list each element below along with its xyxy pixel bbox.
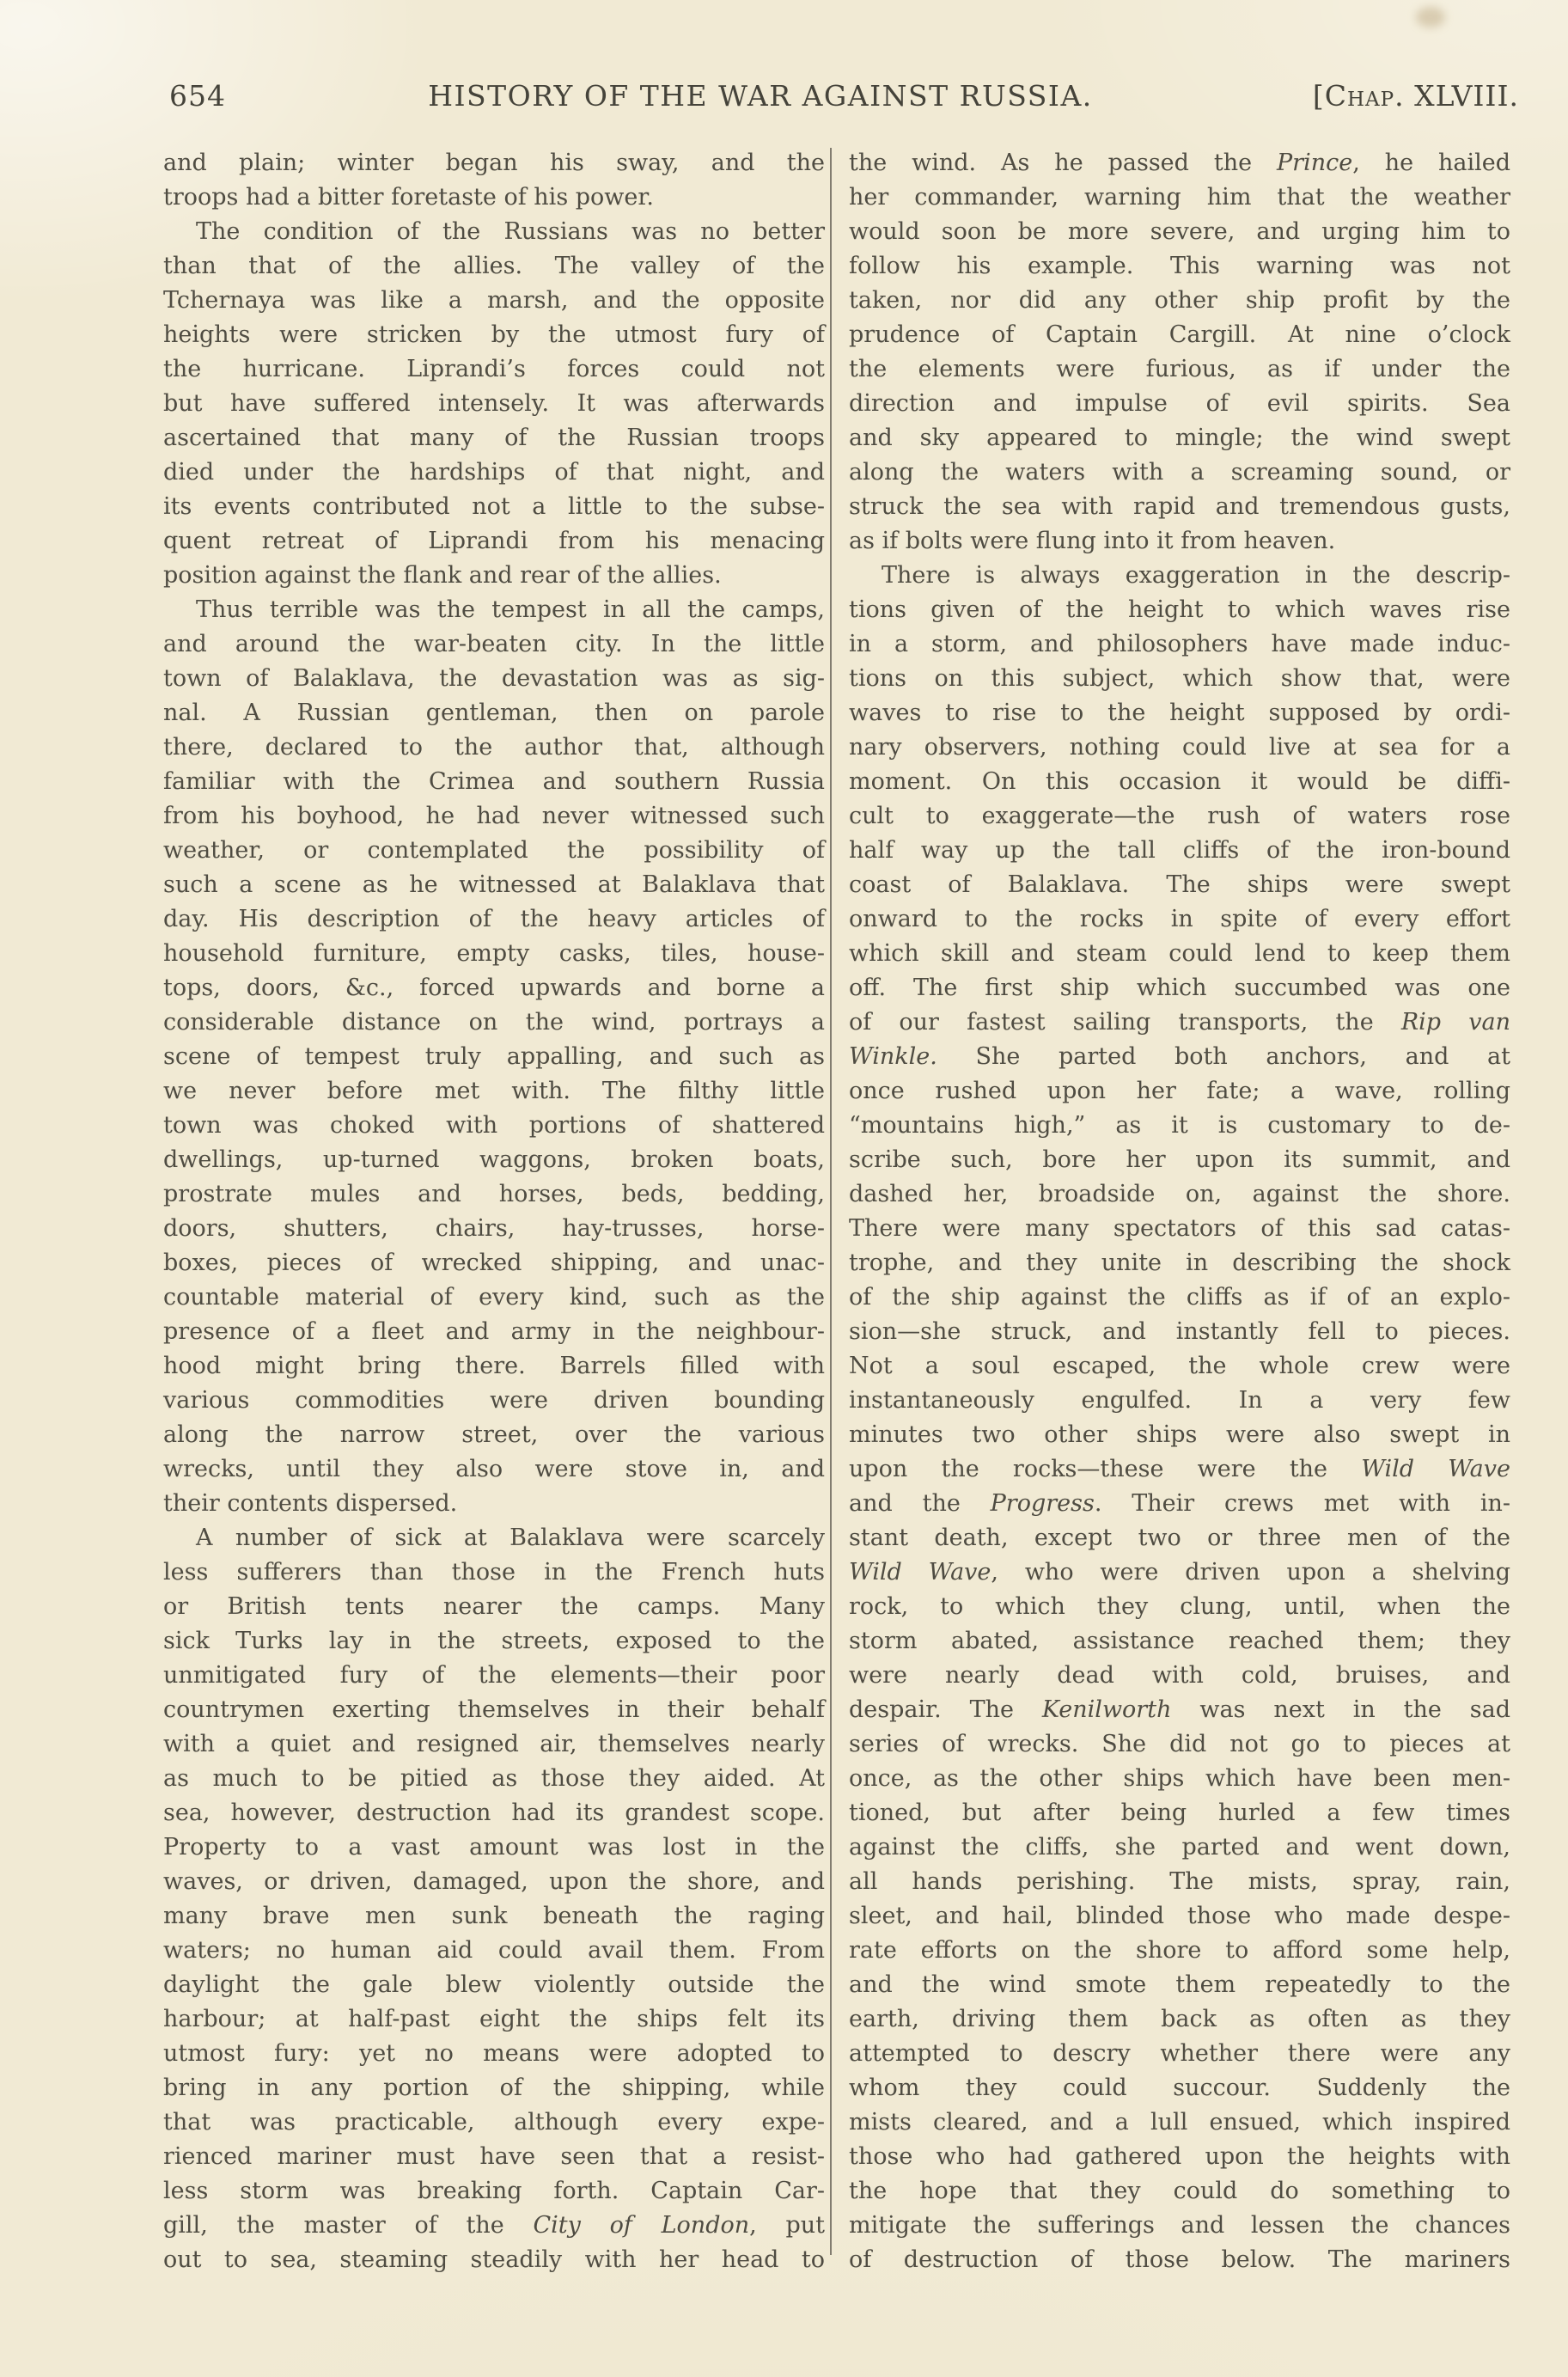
text-line: troops had a bitter foretaste of his power.: [163, 184, 654, 211]
text-line: struck the sea with rapid and tremendous gusts,: [849, 493, 1510, 520]
text-line: once rushed upon her fate; a wave, rolling: [849, 1078, 1510, 1104]
text-line: upon the rocks—these were the Wild Wave: [849, 1456, 1510, 1482]
text-line: tioned, but after being hurled a few times: [849, 1800, 1510, 1826]
text-line: town was choked with portions of shattered: [163, 1112, 825, 1139]
text-line: Property to a vast amount was lost in the: [163, 1834, 825, 1861]
text-line: taken, nor did any other ship profit by the: [849, 287, 1510, 314]
text-line: earth, driving them back as often as they: [849, 2006, 1510, 2032]
text-line: whom they could succour. Suddenly the: [849, 2075, 1510, 2101]
right-text-column: [849, 146, 1510, 2277]
text-line: presence of a fleet and army in the neighbour-: [163, 1318, 825, 1345]
text-line: household furniture, empty casks, tiles, house-: [163, 940, 825, 967]
chapter-heading: [Chap. XLVIII.: [1312, 79, 1519, 113]
text-line: town of Balaklava, the devastation was as sig-: [163, 665, 825, 692]
text-line: waves, or driven, damaged, upon the shore, and: [163, 1868, 825, 1895]
text-line: out to sea, steaming steadily with her head to: [163, 2246, 825, 2273]
text-line: sleet, and hail, blinded those who made despe-: [849, 1903, 1510, 1929]
text-line: The condition of the Russians was no better: [196, 218, 825, 245]
text-line: half way up the tall cliffs of the iron-bound: [849, 837, 1510, 864]
text-line: follow his example. This warning was not: [849, 253, 1510, 279]
text-line: Wild Wave, who were driven upon a shelving: [849, 1559, 1510, 1586]
text-line: dashed her, broadside on, against the shore.: [849, 1181, 1510, 1207]
text-line: nal. A Russian gentleman, then on parole: [163, 700, 825, 726]
text-line: off. The first ship which succumbed was one: [849, 975, 1510, 1001]
left-text-column: [163, 146, 825, 2277]
text-line: waters; no human aid could avail them. From: [163, 1937, 825, 1964]
text-line: countrymen exerting themselves in their behalf: [163, 1696, 825, 1723]
text-line: Not a soul escaped, the whole crew were: [849, 1353, 1510, 1379]
text-line: rate efforts on the shore to afford some help,: [849, 1937, 1510, 1964]
text-line: Thus terrible was the tempest in all the camps,: [196, 596, 825, 623]
text-line: its events contributed not a little to the subse-: [163, 493, 825, 520]
text-line: countable material of every kind, such as the: [163, 1284, 825, 1311]
text-line: Tchernaya was like a marsh, and the opposite: [163, 287, 825, 314]
text-line: gill, the master of the City of London, put: [163, 2212, 825, 2239]
text-line: were nearly dead with cold, bruises, and: [849, 1662, 1510, 1689]
text-line: rienced mariner must have seen that a resist-: [163, 2143, 825, 2170]
text-line: or British tents nearer the camps. Many: [163, 1593, 825, 1620]
text-line: mitigate the sufferings and lessen the chances: [849, 2212, 1510, 2239]
text-line: and sky appeared to mingle; the wind swept: [849, 425, 1510, 451]
text-line: coast of Balaklava. The ships were swept: [849, 871, 1510, 898]
text-line: in a storm, and philosophers have made induc-: [849, 631, 1510, 657]
text-line: her commander, warning him that the weather: [849, 184, 1510, 211]
text-line: the hurricane. Liprandi’s forces could not: [163, 356, 825, 382]
text-line: A number of sick at Balaklava were scarcely: [196, 1525, 825, 1551]
text-line: of destruction of those below. The mariners: [849, 2246, 1510, 2273]
text-line: tions on this subject, which show that, were: [849, 665, 1510, 692]
text-line: died under the hardships of that night, and: [163, 459, 825, 486]
text-line: wrecks, until they also were stove in, and: [163, 1456, 825, 1482]
text-line: onward to the rocks in spite of every effort: [849, 906, 1510, 932]
text-line: daylight the gale blew violently outside the: [163, 1971, 825, 1998]
text-line: and plain; winter began his sway, and the: [163, 150, 825, 176]
text-line: familiar with the Crimea and southern Russia: [163, 768, 825, 795]
text-line: tops, doors, &c., forced upwards and borne a: [163, 975, 825, 1001]
text-line: less storm was breaking forth. Captain Car-: [163, 2178, 825, 2204]
text-line: attempted to descry whether there were any: [849, 2040, 1510, 2067]
text-line: hood might bring there. Barrels filled with: [163, 1353, 825, 1379]
text-line: such a scene as he witnessed at Balaklava that: [163, 871, 825, 898]
text-line: stant death, except two or three men of the: [849, 1525, 1510, 1551]
text-line: scene of tempest truly appalling, and such as: [163, 1043, 825, 1070]
text-line: sion—she struck, and instantly fell to pieces.: [849, 1318, 1510, 1345]
text-line: utmost fury: yet no means were adopted to: [163, 2040, 825, 2067]
text-line: from his boyhood, he had never witnessed such: [163, 803, 825, 829]
text-line: cult to exaggerate—the rush of waters rose: [849, 803, 1510, 829]
text-line: nary observers, nothing could live at sea for a: [849, 734, 1510, 761]
text-line: There is always exaggeration in the descrip-: [882, 562, 1510, 589]
text-line: as much to be pitied as those they aided. At: [163, 1765, 825, 1792]
text-line: weather, or contemplated the possibility of: [163, 837, 825, 864]
text-line: of the ship against the cliffs as if of an explo-: [849, 1284, 1510, 1311]
column-divider-rule: [830, 148, 832, 2255]
text-line: the hope that they could do something to: [849, 2178, 1510, 2204]
text-line: series of wrecks. She did not go to pieces at: [849, 1731, 1510, 1757]
text-line: dwellings, up-turned waggons, broken boats,: [163, 1146, 825, 1173]
text-line: there, declared to the author that, although: [163, 734, 825, 761]
text-line: those who had gathered upon the heights with: [849, 2143, 1510, 2170]
text-line: boxes, pieces of wrecked shipping, and unac-: [163, 1250, 825, 1276]
text-line: waves to rise to the height supposed by ordi-: [849, 700, 1510, 726]
text-line: There were many spectators of this sad catas-: [849, 1215, 1510, 1242]
text-line: of our fastest sailing transports, the Rip van: [849, 1009, 1510, 1036]
text-line: bring in any portion of the shipping, while: [163, 2075, 825, 2101]
text-line: doors, shutters, chairs, hay-trusses, horse-: [163, 1215, 825, 1242]
text-line: we never before met with. The filthy little: [163, 1078, 825, 1104]
text-line: various commodities were driven bounding: [163, 1387, 825, 1414]
running-title: HISTORY OF THE WAR AGAINST RUSSIA.: [428, 79, 1093, 113]
text-line: storm abated, assistance reached them; they: [849, 1628, 1510, 1654]
page-number: 654: [169, 79, 226, 113]
text-line: minutes two other ships were also swept in: [849, 1421, 1510, 1448]
text-line: along the waters with a screaming sound, or: [849, 459, 1510, 486]
text-line: day. His description of the heavy articles of: [163, 906, 825, 932]
text-line: but have suffered intensely. It was afterwards: [163, 390, 825, 417]
text-line: against the cliffs, she parted and went down,: [849, 1834, 1510, 1861]
text-line: the elements were furious, as if under the: [849, 356, 1510, 382]
text-line: prostrate mules and horses, beds, bedding,: [163, 1181, 825, 1207]
text-line: sick Turks lay in the streets, exposed to the: [163, 1628, 825, 1654]
text-line: their contents dispersed.: [163, 1490, 458, 1517]
text-line: that was practicable, although every expe-: [163, 2109, 825, 2136]
text-line: considerable distance on the wind, portrays a: [163, 1009, 825, 1036]
text-line: position against the flank and rear of the allies.: [163, 562, 722, 589]
text-line: which skill and steam could lend to keep them: [849, 940, 1510, 967]
text-line: Winkle. She parted both anchors, and at: [849, 1043, 1510, 1070]
text-line: the wind. As he passed the Prince, he hailed: [849, 150, 1510, 176]
text-line: prudence of Captain Cargill. At nine o’clock: [849, 321, 1510, 348]
text-line: heights were stricken by the utmost fury of: [163, 321, 825, 348]
text-line: sea, however, destruction had its grandest scope.: [163, 1800, 825, 1826]
text-line: ascertained that many of the Russian troops: [163, 425, 825, 451]
text-line: with a quiet and resigned air, themselves nearly: [163, 1731, 825, 1757]
text-line: unmitigated fury of the elements—their poor: [163, 1662, 825, 1689]
text-line: trophe, and they unite in describing the shock: [849, 1250, 1510, 1276]
text-line: once, as the other ships which have been men-: [849, 1765, 1510, 1792]
text-line: along the narrow street, over the various: [163, 1421, 825, 1448]
text-line: direction and impulse of evil spirits. Sea: [849, 390, 1510, 417]
text-line: as if bolts were flung into it from heaven.: [849, 528, 1336, 554]
text-line: mists cleared, and a lull ensued, which inspired: [849, 2109, 1510, 2136]
text-line: many brave men sunk beneath the raging: [163, 1903, 825, 1929]
text-line: despair. The Kenilworth was next in the sad: [849, 1696, 1510, 1723]
text-line: and the Progress. Their crews met with in-: [849, 1490, 1511, 1517]
text-line: “mountains high,” as it is customary to de-: [849, 1112, 1510, 1139]
text-line: moment. On this occasion it would be diffi-: [849, 768, 1510, 795]
text-line: instantaneously engulfed. In a very few: [849, 1387, 1510, 1414]
text-line: and around the war-beaten city. In the little: [163, 631, 825, 657]
text-line: quent retreat of Liprandi from his menacing: [163, 528, 825, 554]
text-line: than that of the allies. The valley of the: [163, 253, 825, 279]
text-line: less sufferers than those in the French huts: [163, 1559, 825, 1586]
text-line: all hands perishing. The mists, spray, rain,: [849, 1868, 1510, 1895]
text-line: scribe such, bore her upon its summit, and: [849, 1146, 1510, 1173]
text-line: would soon be more severe, and urging him to: [849, 218, 1510, 245]
text-line: tions given of the height to which waves rise: [849, 596, 1510, 623]
text-line: harbour; at half-past eight the ships felt its: [163, 2006, 825, 2032]
scan-blemish: [1416, 7, 1445, 27]
text-line: and the wind smote them repeatedly to the: [849, 1971, 1510, 1998]
text-line: rock, to which they clung, until, when the: [849, 1593, 1510, 1620]
